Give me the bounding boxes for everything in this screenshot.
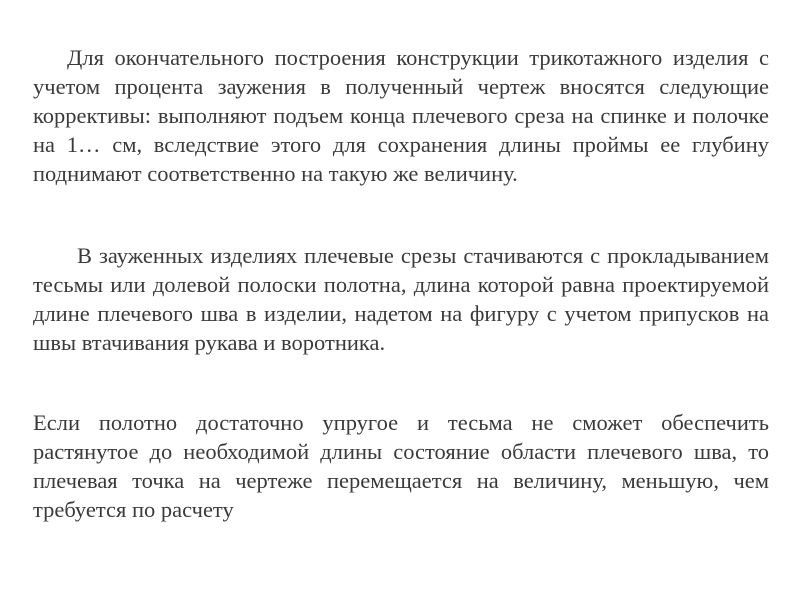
paragraph-3: Если полотно достаточно упругое и тесьма не сможет обеспечить растянутое до необходимой длины состояние области плечевого шва, то плечевая точка на чертеже перемещается на величину, меньшую, чем требуется по расчету	[33, 410, 769, 522]
paragraph-2: В зауженных изделиях плечевые срезы стачиваются с прокладыванием тесьмы или долевой полоски полотна, длина которой равна проектируемой длине плечевого шва в изделии, надетом на фигуру с учетом припусков на швы втачивания рукава и воротника.	[33, 243, 769, 355]
paragraph-1: Для окончательного построения конструкции трикотажного изделия с учетом процента заужения в полученный чертеж вносятся следующие коррективы: выполняют подъем конца плечевого среза на спинке и полочке на 1… см, вследствие этого для сохранения длины проймы ее глубину поднимают соответственно на такую же величину.	[33, 45, 769, 186]
